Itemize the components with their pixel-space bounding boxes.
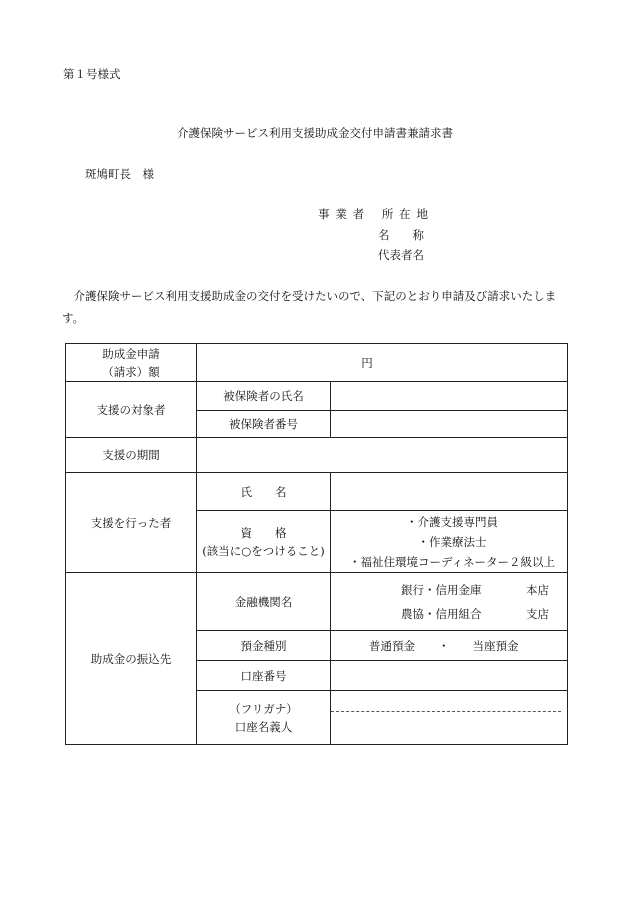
supporter-name-field[interactable] — [331, 473, 568, 511]
char: 者 — [352, 207, 365, 221]
qualification-note: (該当に○をつけること) — [202, 543, 325, 558]
applicant-address-label — [318, 206, 428, 222]
amount-label — [66, 344, 197, 382]
amount-label-line1: 助成金申請 — [102, 346, 160, 361]
amount-label-line2: （請求）額 — [102, 364, 160, 379]
insured-name-label: 被保険者の氏名 — [197, 382, 331, 411]
main-branch: 本店 — [526, 582, 549, 597]
bank-name-field[interactable] — [331, 573, 568, 631]
gap — [370, 206, 376, 222]
applicant-name-label — [378, 227, 424, 243]
char: 称 — [412, 228, 424, 242]
request-statement: 介護保険サービス利用支援助成金の交付を受けたいので、下記のとおり申請及び請求いたします。 — [62, 289, 557, 325]
qualification-option[interactable]: ・福祉住環境コーディネーター２級以上 — [348, 554, 556, 569]
char: 所 — [381, 207, 394, 221]
branch: 支店 — [526, 606, 549, 621]
qualification-option[interactable]: ・作業療法士 — [417, 534, 487, 549]
deposit-type-options[interactable]: 普通預金 ・ 当座預金 — [331, 631, 568, 661]
qualification-option[interactable]: ・介護支援専門員 — [406, 514, 498, 529]
account-holder-field[interactable] — [331, 691, 568, 745]
bank-type-2: 農協・信用組合 — [401, 606, 482, 621]
char: 在 — [399, 207, 411, 221]
insured-number-label: 被保険者番号 — [197, 411, 331, 438]
deposit-type-label: 預金種別 — [197, 631, 331, 661]
period-label: 支援の期間 — [66, 438, 197, 473]
insured-number-field[interactable] — [331, 411, 568, 438]
qualification-title: 資 格 — [240, 525, 287, 540]
bank-line-2 — [331, 602, 567, 626]
supporter-label: 支援を行った者 — [66, 473, 197, 573]
char: 業 — [335, 207, 347, 221]
bank-type-1: 銀行・信用金庫 — [401, 582, 482, 597]
furigana-label: （フリガナ） — [229, 701, 298, 716]
target-label: 支援の対象者 — [66, 382, 197, 438]
qualification-label — [197, 511, 331, 573]
account-number-label: 口座番号 — [197, 661, 331, 691]
yen-unit: 円 — [361, 355, 373, 370]
qualification-options[interactable] — [331, 511, 568, 573]
bank-name-label: 金融機関名 — [197, 573, 331, 631]
document-title: 介護保険サービス利用支援助成金交付申請書兼請求書 — [177, 126, 453, 140]
supporter-name-label: 氏 名 — [197, 473, 331, 511]
form-number: 第１号様式 — [63, 67, 121, 81]
addressee: 斑鳩町長 様 — [85, 167, 154, 181]
account-number-field[interactable] — [331, 661, 568, 691]
bank-line-1 — [331, 578, 567, 602]
account-holder-label — [197, 691, 331, 745]
target-row-1 — [66, 382, 568, 411]
period-row — [66, 438, 568, 473]
account-holder-title: 口座名義人 — [234, 719, 293, 734]
char: 名 — [378, 228, 390, 242]
char: 地 — [416, 207, 428, 221]
furigana-dashed-line — [331, 691, 561, 712]
applicant-representative-label: 代表者名 — [378, 248, 424, 262]
application-form-table — [65, 343, 568, 745]
amount-field[interactable] — [197, 344, 568, 382]
supporter-row-1 — [66, 473, 568, 511]
transfer-label: 助成金の振込先 — [66, 573, 197, 745]
period-field[interactable] — [197, 438, 568, 473]
char: 事 — [318, 207, 330, 221]
amount-row — [66, 344, 568, 382]
transfer-row-1 — [66, 573, 568, 631]
insured-name-field[interactable] — [331, 382, 568, 411]
